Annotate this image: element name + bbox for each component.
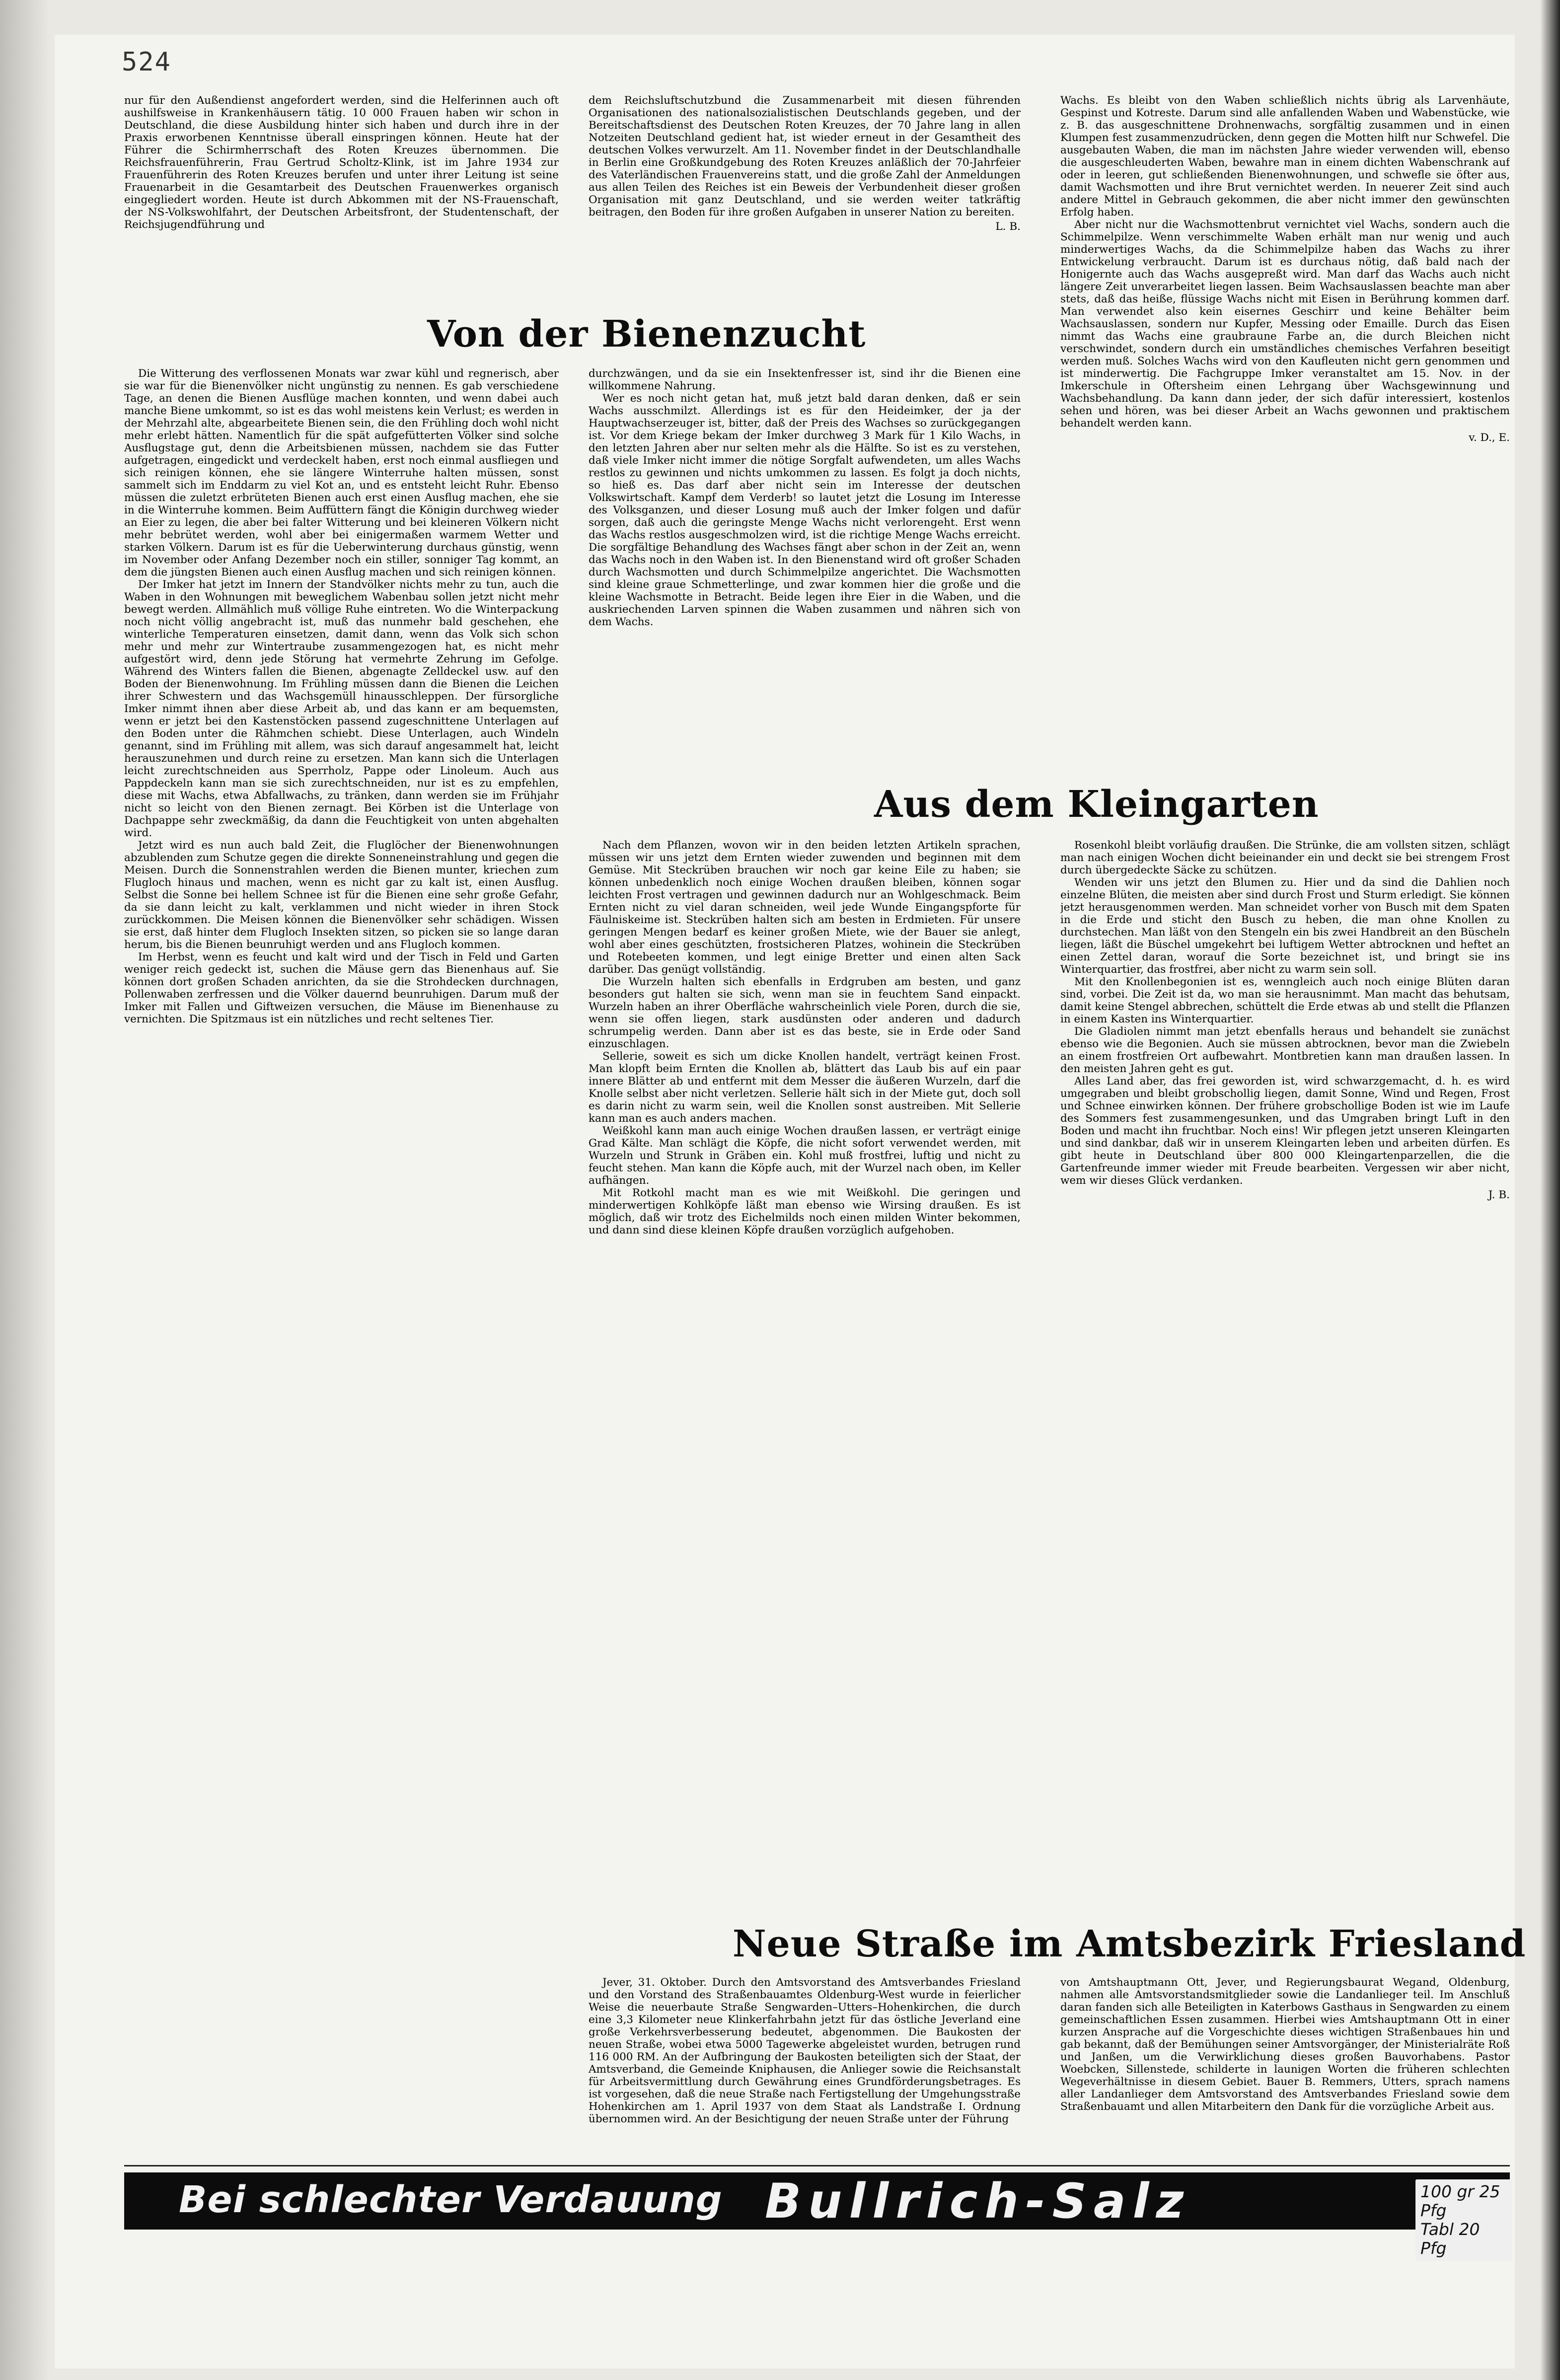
page-number: 524	[122, 47, 171, 77]
bienen-column-2	[589, 367, 1021, 775]
ad-top-rule	[124, 2165, 1510, 2166]
strasse-column-2	[589, 1976, 1021, 2163]
kleingarten-paragraph: Die Gladiolen nimmt man jetzt ebenfalls heraus und behandelt sie zunächst ebenso wie die Begonien. Auch sie müssen abtrocknen, bevor man die Zwiebeln an einem frostfreien Ort aufbewahrt. Montbretien kann man draußen lassen. In den meisten Jahren geht es gut.	[1060, 1025, 1510, 1075]
kleingarten-paragraph: Weißkohl kann man auch einige Wochen draußen lassen, er verträgt einige Grad Kälte. Man schlägt die Köpfe, die nicht sofort verwendet werden, mit Wurzeln und Strunk in Gräben ein. Kohl muß frostfrei, luftig und nicht zu feucht stehen. Man kann die Köpfe auch, mit der Wurzel nach oben, im Keller aufhängen.	[589, 1125, 1021, 1187]
kleingarten-paragraph: Mit Rotkohl macht man es wie mit Weißkohl. Die geringen und minderwertigen Kohlköpfe läßt man ebenso wie Wirsing draußen. Es ist möglich, daß wir trotz des Eichelmilds noch einen milden Winter bekommen, und dann sind diese kleinen Köpfe draußen vorzüglich aufgehoben.	[589, 1187, 1021, 1236]
ad-price-line: Tabl 20 Pfg	[1420, 2220, 1480, 2258]
ad-slogan: Bei schlechter Verdauung	[179, 2178, 723, 2221]
strasse-column-3	[1060, 1976, 1510, 2163]
strasse-paragraph: von Amtshauptmann Ott, Jever, und Regierungsbaurat Wegand, Oldenburg, nahmen alle Amtsvorstandsmitglieder sowie die Landanlieger teil. Im Anschluß daran fanden sich alle Beteiligten in Katerbows Gasthaus in Sengwarden zu einem gemeinschaftlichen Essen zusammen. Hierbei wies Amtshauptmann Ott in einer kurzen Ansprache auf die Vorgeschichte dieses wichtigen Straßenbaues hin und gab bekannt, daß der Bemühungen seiner Amtsvorgänger, der Ministerialräte Roß und Janßen, um die Verwirklichung dieses großen Bauvorhabens. Pastor Woebcken, Sillenstede, schilderte in launigen Worten die früheren schlechten Wegeverhältnisse in diesem Gebiet. Bauer B. Remmers, Utters, sprach namens aller Landanlieger dem Amtsvorstand des Amtsverbandes Friesland sowie dem Straßenbauamt und allen Mitarbeitern den Dank für die vorzügliche Arbeit aus.	[1060, 1976, 1510, 2113]
kleingarten-paragraph: Rosenkohl bleibt vorläufig draußen. Die Strünke, die am vollsten sitzen, schlägt man nach einigen Wochen dicht beieinander ein und deckt sie bei strengem Frost durch übergedeckte Säcke zu schützen.	[1060, 839, 1510, 876]
heading-strasse: Neue Straße im Amtsbezirk Friesland	[733, 1923, 1526, 1965]
bienen-signature: v. D., E.	[1469, 432, 1510, 444]
strasse-paragraph: Jever, 31. Oktober. Durch den Amtsvorstand des Amtsverbandes Friesland und den Vorstand des Straßenbauamtes Oldenburg-West wurde in feierlicher Weise die neuerbaute Straße Sengwarden–Utters–Hohenkirchen, die durch eine 3,3 Kilometer neue Klinkerfahrbahn jetzt für das östliche Jeverland eine große Verkehrsverbesserung bedeutet, abgenommen. Die Baukosten der neuen Straße, wobei etwa 5000 Tagewerke abgeleistet wurden, betrugen rund 116 000 RM. An der Aufbringung der Baukosten beteiligten sich der Staat, der Amtsverband, die Gemeinde Kniphausen, die Anlieger sowie die Reichsanstalt für Arbeitsvermittlung durch Gewährung eines Grundförderungsbetrages. Es ist vorgesehen, daß die neue Straße nach Fertigstellung der Umgehungsstraße Hohenkirchen am 1. April 1937 von dem Staat als Landstraße I. Ordnung übernommen wird. An der Besichtigung der neuen Straße unter der Führung	[589, 1976, 1021, 2125]
ad-price-box	[1415, 2179, 1512, 2261]
kleingarten-signature: J. B.	[1488, 1189, 1510, 1201]
kleingarten-paragraph: Mit den Knollenbegonien ist es, wenngleich auch noch einige Blüten daran sind, vorbei. Die Zeit ist da, wo man sie herausnimmt. Man macht das behutsam, damit keine Stengel abbrechen, schüttelt die Erde etwas ab und stellt die Pflanzen in einem Kasten ins Winterquartier.	[1060, 976, 1510, 1025]
bienen-paragraph: durchzwängen, und da sie ein Insektenfresser ist, sind ihr die Bienen eine willkommene Nahrung.	[589, 367, 1021, 392]
heading-kleingarten: Aus dem Kleingarten	[874, 783, 1319, 826]
intro-signature: L. B.	[995, 220, 1021, 233]
bienen-paragraph: Jetzt wird es nun auch bald Zeit, die Fluglöcher der Bienenwohnungen abzublenden zum Schutze gegen die direkte Sonneneinstrahlung und gegen die Meisen. Durch die Sonnenstrahlen werden die Bienen munter, kriechen zum Flugloch hinaus und machen, wenn es nicht gar zu kalt ist, einen Ausflug. Selbst die Sonne bei hellem Schnee ist für die Bienen eine sehr große Gefahr, da sie dann leicht zu kalt, verklammen und nicht wieder in ihren Stock zurückkommen. Die Meisen können die Bienenvölker sehr schädigen. Wissen sie erst, daß hinter dem Flugloch Insekten sitzen, so picken sie so lange daran herum, bis die Bienen beunruhigt werden und ans Flugloch kommen.	[124, 839, 559, 951]
kleingarten-column-2	[589, 839, 1021, 1902]
kleingarten-paragraph: Alles Land aber, das frei geworden ist, wird schwarzgemacht, d. h. es wird umgegraben und bleibt grobschollig liegen, damit Sonne, Wind und Regen, Frost und Schnee einwirken können. Der frühere grobschollige Boden ist wie im Laufe des Sommers fest zusammengesunken, und das Umgraben bringt Luft in den Boden und macht ihn fruchtbar. Noch eins! Wir pflegen jetzt unseren Kleingarten und sind dankbar, daß wir in unserem Kleingarten leben und arbeiten dürfen. Es gibt heute in Deutschland über 800 000 Kleingartenparzellen, die die Gartenfreunde immer wieder mit Freude bearbeiten. Vergessen wir aber nicht, wem wir dieses Glück verdanken.	[1060, 1075, 1510, 1187]
ad-brand: Bullrich-Salz	[765, 2173, 1191, 2229]
bienen-column-1	[124, 367, 559, 2125]
kleingarten-paragraph: Sellerie, soweit es sich um dicke Knollen handelt, verträgt keinen Frost. Man klopft beim Ernten die Knollen ab, blättert das Laub bis auf ein paar innere Blätter ab und entfernt mit dem Messer die äußeren Wurzeln, darf die Knolle selbst aber nicht verletzen. Sellerie hält sich in der Miete gut, doch soll es darin nicht zu warm sein, weil die Knollen sonst austreiben. Mit Sellerie kann man es auch anders machen.	[589, 1050, 1021, 1125]
intro-column-2	[589, 94, 1021, 233]
bienen-paragraph: Wer es noch nicht getan hat, muß jetzt bald daran denken, daß er sein Wachs ausschmilzt. Allerdings ist es für den Heideimker, der ja der Hauptwachserzeuger ist, bitter, daß der Preis des Wachses so zurückgegangen ist. Vor dem Kriege bekam der Imker durchweg 3 Mark für 1 Kilo Wachs, in den letzten Jahren aber nur selten mehr als die Hälfte. So ist es zu verstehen, daß viele Imker nicht immer die nötige Sorgfalt aufwendeten, um alles Wachs restlos zu gewinnen und nichts umkommen zu lassen. Es folgt ja doch nichts, so hieß es. Das darf aber nicht sein im Interesse der deutschen Volkswirtschaft. Kampf dem Verderb! so lautet jetzt die Losung im Interesse des Volksganzen, und dieser Losung muß auch der Imker folgen und dafür sorgen, daß auch die geringste Menge Wachs nicht verlorengeht. Erst wenn das Wachs restlos ausgeschmolzen wird, ist die richtige Menge Wachs erreicht. Die sorgfältige Behandlung des Wachses fängt aber schon in der Zeit an, wenn das Wachs noch in den Waben ist. In den Bienenstand wird oft großer Schaden durch Wachsmotten und durch Schimmelpilze angerichtet. Die Wachsmotten sind kleine graue Schmetterlinge, und zwar kommen hier die große und die kleine Wachsmotte in Betracht. Beide legen ihre Eier in die Waben, und die auskriechenden Larven spinnen die Waben zusammen und nähren sich von dem Wachs.	[589, 392, 1021, 628]
kleingarten-paragraph: Die Wurzeln halten sich ebenfalls in Erdgruben am besten, und ganz besonders gut halten sie sich, wenn man sie in feuchtem Sand einpackt. Wurzeln haben an ihrer Oberfläche wahrscheinlich viele Poren, durch die sie, wenn sie offen liegen, stark ausdünsten oder anderen und dadurch schrumpelig werden. Dann aber ist es das beste, sie in Erde oder Sand einzuschlagen.	[589, 976, 1021, 1050]
bienen-paragraph: Der Imker hat jetzt im Innern der Standvölker nichts mehr zu tun, auch die Waben in den Wohnungen mit beweglichem Wabenbau sollen jetzt nicht mehr bewegt werden. Allmählich muß völlige Ruhe eintreten. Wo die Winterpackung noch nicht völlig angebracht ist, muß das nunmehr bald geschehen, ehe winterliche Temperaturen einsetzen, damit dann, wenn das Volk sich schon mehr und mehr zur Wintertraube zusammengezogen hat, es nicht mehr aufgestört wird, denn jede Störung hat vermehrte Zehrung im Gefolge. Während des Winters fallen die Bienen, abgenagte Zelldeckel usw. auf den Boden der Bienenwohnung. Im Frühling müssen dann die Bienen die Leichen ihrer Schwestern und das Wachsgemüll hinausschleppen. Der fürsorgliche Imker nimmt ihnen aber diese Arbeit ab, und das kann er am bequemsten, wenn er jetzt bei den Kastenstöcken passend zugeschnittene Unterlagen auf den Boden unter die Rähmchen schiebt. Diese Unterlagen, auch Windeln genannt, sind im Frühling mit allem, was sich darauf angesammelt hat, leicht herauszunehmen und durch reine zu ersetzen. Man kann sich die Unterlagen leicht zurechtschneiden aus Sperrholz, Pappe oder Linoleum. Auch aus Pappdeckeln kann man sie sich zurechtschneiden, nur ist es zu empfehlen, diese mit Wachs, etwa Abfallwachs, zu tränken, dann werden sie im Frühjahr nicht so leicht von den Bienen zernagt. Bei Körben ist die Unterlage von Dachpappe sehr zweckmäßig, da dann die Feuchtigkeit von unten abgehalten wird.	[124, 578, 559, 839]
bienen-column-3	[1060, 94, 1510, 770]
ad-price-line: 100 gr 25 Pfg	[1420, 2182, 1500, 2220]
bienen-paragraph: Die Witterung des verflossenen Monats war zwar kühl und regnerisch, aber sie war für die Bienenvölker nicht ungünstig zu nennen. Es gab verschiedene Tage, an denen die Bienen Ausflüge machen konnten, und wenn dabei auch manche Biene umkommt, so ist es das wohl meistens kein Verlust; es werden in der Mehrzahl alte, abgearbeitete Bienen sein, die den Frühling doch wohl nicht mehr erlebt hätten. Namentlich für die spät aufgefütterten Völker sind solche Ausflugstage gut, denn die Arbeitsbienen müssen, nachdem sie das Futter aufgetragen, eingedickt und verdeckelt haben, erst noch einmal ausfliegen und sich reinigen können, ehe sie längere Winterruhe halten müssen, sonst sammelt sich im Enddarm zu viel Kot an, und es entsteht leicht Ruhr. Ebenso müssen die zuletzt erbrüteten Bienen auch erst einen Ausflug machen, ehe sie in die Winterruhe kommen. Beim Auffüttern fängt die Königin durchweg wieder an Eier zu legen, die aber bei falter Witterung und bei kleineren Völkern nicht mehr bebrütet werden, wohl aber bei einigermaßen warmem Wetter und starken Völkern. Darum ist es für die Ueberwinterung durchaus günstig, wenn im November oder Anfang Dezember noch ein stiller, sonniger Tag kommt, an dem die jüngsten Bienen auch einen Ausflug machen und sich reinigen können.	[124, 367, 559, 578]
intro-column-1	[124, 94, 559, 231]
advertisement-banner	[124, 2172, 1510, 2258]
bienen-paragraph: Aber nicht nur die Wachsmottenbrut vernichtet viel Wachs, sondern auch die Schimmelpilze. Wenn verschimmelte Waben erhält man nur wenig und auch minderwertiges Wachs, da die Schimmelpilze haben das Wachs zu ihrer Entwickelung verbraucht. Darum ist es durchaus nötig, daß bald nach der Honigernte auch das Wachs ausgepreßt wird. Man darf das Wachs auch nicht längere Zeit unverarbeitet liegen lassen. Beim Wachsauslassen beachte man aber stets, daß das heiße, flüssige Wachs nicht mit Eisen in Berührung kommen darf. Man verwendet also kein eisernes Geschirr und keine Behälter beim Wachsauslassen, sondern nur Kupfer, Messing oder Emaille. Durch das Eisen nimmt das Wachs eine graubraune Farbe an, die durch Bleichen nicht verschwindet, sondern durch ein umständliches chemisches Verfahren beseitigt werden muß. Solches Wachs wird von den Kaufleuten nicht gern genommen und ist minderwertig. Die Fachgruppe Imker veranstaltet am 15. Nov. in der Imkerschule in Oftersheim einen Lehrgang über Wachsgewinnung und Wachsbehandlung. Da kann dann jeder, der sich dafür interessiert, kostenlos sehen und hören, was bei dieser Arbeit an Wachs gewonnen und praktischem behandelt werden kann.	[1060, 218, 1510, 430]
heading-bienenzucht: Von der Bienenzucht	[427, 313, 866, 356]
kleingarten-paragraph: Wenden wir uns jetzt den Blumen zu. Hier und da sind die Dahlien noch einzelne Blüten, die meisten aber sind durch Frost und Sturm erledigt. Sie können jetzt herausgenommen werden. Man schneidet vorher von Busch mit dem Spaten in die Erde und sticht den Busch zu heben, die man ohne Knollen zu durchstechen. Man läßt von den Stengeln ein bis zwei Handbreit an den Büscheln liegen, läßt die Büschel umgekehrt bei luftigem Wetter abtrocknen und heftet an einen Zettel daran, worauf die Sorte bezeichnet ist, und bringt sie ins Winterquartier, das frostfrei, aber nicht zu warm sein soll.	[1060, 876, 1510, 976]
bienen-paragraph: Wachs. Es bleibt von den Waben schließlich nichts übrig als Larvenhäute, Gespinst und Kotreste. Darum sind alle anfallenden Waben und Wabenstücke, wie z. B. das ausgeschnittene Drohnenwachs, sorgfältig zusammen und in einen Klumpen fest zusammenzudrücken, denn gegen die Motten hilft nur Schwefel. Die ausgebauten Waben, die man im nächsten Jahre wieder verwenden will, ebenso die ausgeschleuderten Waben, bewahre man in einem dichten Wabenschrank auf oder in leeren, gut schließenden Bienenwohnungen, und schwefle sie öfter aus, damit Wachsmotten und ihre Brut vernichtet werden. In neuerer Zeit sind auch andere Mittel in Gebrauch gekommen, die aber nicht immer den gewünschten Erfolg haben.	[1060, 94, 1510, 218]
intro-paragraph: dem Reichsluftschutzbund die Zusammenarbeit mit diesen führenden Organisationen des nationalsozialistischen Deutschlands gegeben, und der Bereitschaftsdienst des Deutschen Roten Kreuzes, der 70 Jahre lang in allen Notzeiten Deutschland gedient hat, ist wieder erneut in der Gesamtheit des deutschen Volkes verwurzelt. Am 11. November findet in der Deutschlandhalle in Berlin eine Großkundgebung des Roten Kreuzes anläßlich der 70-Jahrfeier des Vaterländischen Frauenvereins statt, und die große Zahl der Anmeldungen aus allen Teilen des Reiches ist ein Beweis der Verbundenheit dieser großen Organisation mit ganz Deutschland, und sie werden weiter tatkräftig beitragen, den Boden für ihre großen Aufgaben in unserer Nation zu bereiten.	[589, 94, 1021, 218]
bienen-paragraph: Im Herbst, wenn es feucht und kalt wird und der Tisch in Feld und Garten weniger reich gedeckt ist, suchen die Mäuse gern das Bienenhaus auf. Sie können dort großen Schaden anrichten, da sie die Strohdecken durchnagen, Pollenwaben zerfressen und die Völker dauernd beunruhigen. Darum muß der Imker mit Fallen und Giftweizen versuchen, die Mäuse im Bienenhause zu vernichten. Die Spitzmaus ist ein nützliches und recht seltenes Tier.	[124, 951, 559, 1025]
kleingarten-paragraph: Nach dem Pflanzen, wovon wir in den beiden letzten Artikeln sprachen, müssen wir uns jetzt dem Ernten wieder zuwenden und beginnen mit dem Gemüse. Mit Steckrüben brauchen wir noch gar keine Eile zu haben; sie können unbedenklich noch einige Wochen draußen bleiben, können sogar leichten Frost vertragen und gewinnen dadurch nur an Wohlgeschmack. Beim Ernten nicht zu viel daran schneiden, weil jede Wunde Eingangspforte für Fäulniskeime ist. Steckrüben halten sich am besten in Erdmieten. Für unsere geringen Mengen bedarf es keiner großen Miete, wie der Bauer sie anlegt, wohl aber eines geschützten, frostsicheren Platzes, wohinein die Steckrüben und Rotebeeten kommen, und legt einige Bretter und einen alten Sack darüber. Das genügt vollständig.	[589, 839, 1021, 976]
kleingarten-column-3	[1060, 839, 1510, 1902]
intro-paragraph: nur für den Außendienst angefordert werden, sind die Helferinnen auch oft aushilfsweise in Krankenhäusern tätig. 10 000 Frauen haben wir schon in Deutschland, die diese Ausbildung hinter sich haben und durch ihre in der Praxis erworbenen Kenntnisse überall einspringen können. Heute hat der Führer die Schirmherrschaft des Roten Kreuzes übernommen. Die Reichsfrauenführerin, Frau Gertrud Scholtz-Klink, ist im Jahre 1934 zur Frauenführerin des Roten Kreuzes berufen und unter ihrer Leitung ist seine Frauenarbeit in die Gesamtarbeit des Deutschen Frauenwerkes organisch eingegliedert worden. Heute ist durch Abkommen mit der NS-Frauenschaft, der NS-Volkswohlfahrt, der Deutschen Arbeitsfront, der Studentenschaft, der Reichsjugendführung und	[124, 94, 559, 231]
